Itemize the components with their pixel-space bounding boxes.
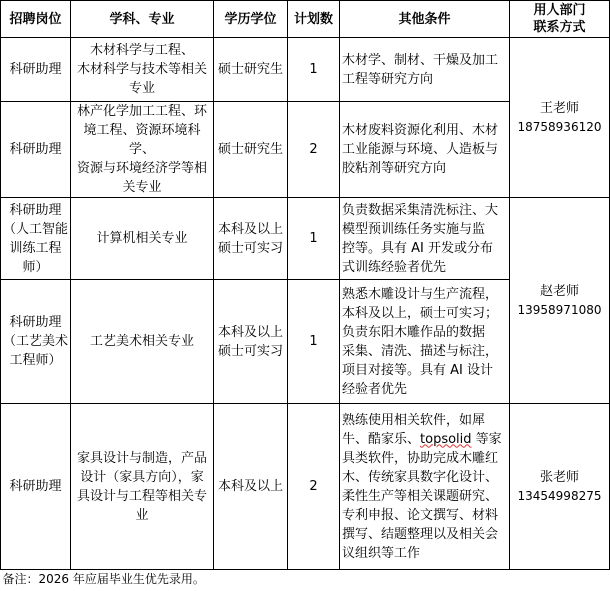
table-row	[1, 404, 610, 570]
degree-cell: 硕士研究生	[214, 102, 288, 198]
contact-name: 张老师	[539, 469, 579, 485]
major-cell: 工艺美术相关专业	[71, 280, 214, 404]
major-cell: 家具设计与制造，产品 设计（家具方向），家 具设计与工程等相关专 业	[71, 404, 214, 570]
quota-cell: 1	[288, 38, 340, 102]
degree-cell: 本科及以上	[214, 404, 288, 570]
header-conditions: 其他条件	[340, 1, 510, 38]
major-cell: 木材科学与工程、 木材科学与技术等相关 专业	[71, 38, 214, 102]
major-cell: 林产化学加工工程、环 境工程、资源环境科学、 资源与环境经济学等相 关专业	[71, 102, 214, 198]
position-cell: 科研助理	[1, 38, 71, 102]
conditions-cell: 负责数据采集清洗标注、大 模型预训练任务实施与监 控等。具有 AI 开发或分布 式训练经验者优先	[340, 198, 510, 280]
table-row	[1, 38, 610, 102]
position-cell: 科研助理 （人工智能 训练工程 师）	[1, 198, 71, 280]
table-row	[1, 198, 610, 280]
header-major: 学科、专业	[71, 1, 214, 38]
header-row	[1, 1, 610, 38]
quota-cell: 2	[288, 102, 340, 198]
spellcheck-word: topsolid	[420, 431, 472, 447]
header-degree: 学历学位	[214, 1, 288, 38]
position-cell: 科研助理	[1, 102, 71, 198]
conditions-cell: 木材学、制材、干燥及加工 工程等研究方向	[340, 38, 510, 102]
conditions-cell: 熟悉木雕设计与生产流程， 本科及以上，硕士可实习； 负责东阳木雕作品的数据 采集、清洗、描述与标注， 项目对接等。具有 AI 设计 经验者优先	[340, 280, 510, 404]
quota-cell: 2	[288, 404, 340, 570]
position-cell: 科研助理 （工艺美术 工程师）	[1, 280, 71, 404]
quota-cell: 1	[288, 198, 340, 280]
quota-cell: 1	[288, 280, 340, 404]
contact-phone: 18758936120	[517, 119, 602, 134]
conditions-text: 熟练使用相关软件，如犀 牛、酷家乐、	[342, 412, 486, 447]
degree-cell: 硕士研究生	[214, 38, 288, 102]
major-cell: 计算机相关专业	[71, 198, 214, 280]
degree-cell: 本科及以上 硕士可实习	[214, 198, 288, 280]
header-position: 招聘岗位	[1, 1, 71, 38]
header-quota: 计划数	[288, 1, 340, 38]
footnote: 备注：2026 年应届毕业生优先录用。	[1, 570, 610, 589]
degree-cell: 本科及以上 硕士可实习	[214, 280, 288, 404]
contact-cell	[510, 198, 610, 404]
contact-cell	[510, 404, 610, 570]
contact-phone: 13454998275	[517, 488, 602, 503]
conditions-cell: 木材废料资源化利用、木材 工业能源与环境、人造板与 胶粘剂等研究方向	[340, 102, 510, 198]
contact-phone: 13958971080	[517, 302, 602, 317]
position-cell: 科研助理	[1, 404, 71, 570]
conditions-cell	[340, 404, 510, 570]
note-row	[1, 570, 610, 589]
conditions-text: 等家 具类软件，协助完成木雕红 木、传统家具数字化设计、 柔性生产等相关课题研究、 专利申报、论文撰写、材料 撰写、结题整理以及相关会 议组织等工作	[342, 431, 502, 561]
contact-cell	[510, 38, 610, 198]
contact-name: 王老师	[539, 100, 579, 116]
header-contact: 用人部门 联系方式	[510, 1, 610, 38]
contact-name: 赵老师	[539, 283, 579, 299]
